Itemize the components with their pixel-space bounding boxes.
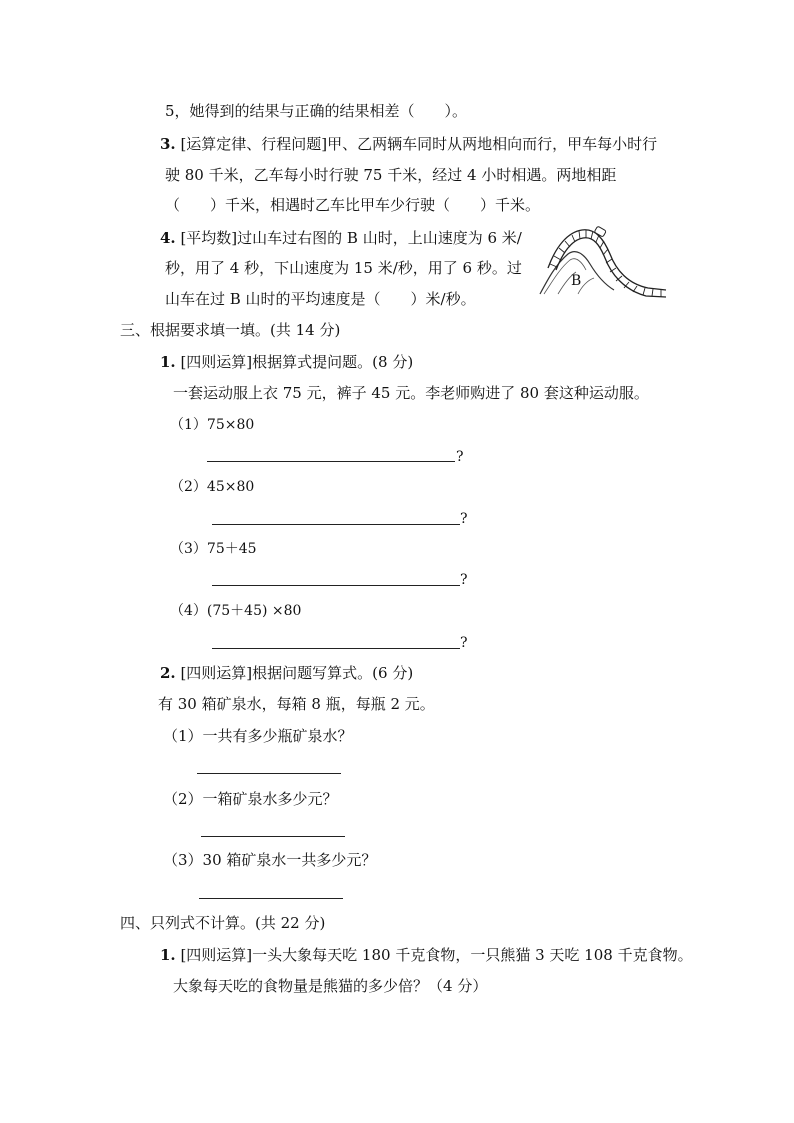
s3-item-4-answer-line[interactable] <box>212 648 460 649</box>
s3-item-4-question-mark: ? <box>460 635 468 651</box>
s4-q1-text-1: [四则运算]一头大象每天吃 180 千克食物，一只熊猫 3 天吃 108 千克食物。 <box>180 946 693 964</box>
s3-item-2-answer-line[interactable] <box>212 524 460 525</box>
s3-q1-title: [四则运算]根据算式提问题。(8 分) <box>180 353 414 371</box>
s3-q2-problem: 有 30 箱矿泉水，每箱 8 瓶，每瓶 2 元。 <box>158 695 435 713</box>
section-4-heading: 四、只列式不计算。(共 22 分) <box>120 914 326 932</box>
s3-q1-title-line <box>160 352 413 372</box>
s3-item-1-label: （1）75×80 <box>170 417 255 433</box>
q4-line-3: 山车在过 B 山时的平均速度是（ ）米/秒。 <box>165 290 476 308</box>
s4-q1-line-1 <box>160 945 693 965</box>
s3-q1-problem: 一套运动服上衣 75 元，裤子 45 元。李老师购进了 80 套这种运动服。 <box>173 384 649 402</box>
s3-q2-item-3-answer-line[interactable] <box>199 898 343 899</box>
s3-item-3-answer-line[interactable] <box>212 585 460 586</box>
s4-q1-line-2: 大象每天吃的食物量是熊猫的多少倍？（4 分） <box>173 977 488 995</box>
q4-text-1: [平均数]过山车过右图的 B 山时，上山速度为 6 米/ <box>180 229 522 247</box>
s3-item-3-question-mark: ? <box>460 572 468 588</box>
s4-q1-number: 1. <box>160 946 176 964</box>
s3-q2-item-1: （1）一共有多少瓶矿泉水？ <box>163 727 353 745</box>
roller-coaster-figure <box>538 224 668 299</box>
q4-line-2: 秒，用了 4 秒，下山速度为 15 米/秒，用了 6 秒。过 <box>165 259 522 277</box>
q3-line-1 <box>160 134 657 154</box>
s3-item-4-label: （4）(75＋45) ×80 <box>170 603 302 619</box>
s3-q2-item-2-answer-line[interactable] <box>201 836 345 837</box>
s3-q2-item-2: （2）一箱矿泉水多少元？ <box>163 790 338 808</box>
s3-q2-number: 2. <box>160 664 176 682</box>
s3-q2-title: [四则运算]根据问题写算式。(6 分) <box>180 664 414 682</box>
s3-item-1-question-mark: ? <box>456 449 464 465</box>
q3-line-3: （ ）千米，相遇时乙车比甲车少行驶（ ）千米。 <box>165 196 541 214</box>
s3-q2-title-line <box>160 663 413 683</box>
q3-number: 3. <box>160 135 176 153</box>
s3-item-3-label: （3）75＋45 <box>170 541 257 557</box>
s3-item-1-answer-line[interactable] <box>207 461 455 462</box>
q4-line-1 <box>160 228 522 248</box>
s3-q2-item-1-answer-line[interactable] <box>197 773 341 774</box>
s3-item-2-question-mark: ? <box>460 511 468 527</box>
q3-line-2: 驶 80 千米，乙车每小时行驶 75 千米，经过 4 小时相遇。两地相距 <box>165 166 617 184</box>
figure-label-b: B <box>571 273 582 289</box>
q4-number: 4. <box>160 229 176 247</box>
s3-item-2-label: （2）45×80 <box>170 479 255 495</box>
section-3-heading: 三、根据要求填一填。(共 14 分) <box>120 321 341 339</box>
q3-text-1: [运算定律、行程问题]甲、乙两辆车同时从两地相向而行，甲车每小时行 <box>180 135 658 153</box>
s3-q2-item-3: （3）30 箱矿泉水一共多少元？ <box>163 851 377 869</box>
q2-continuation-line: 5，她得到的结果与正确的结果相差（ ）。 <box>165 102 468 120</box>
s3-q1-number: 1. <box>160 353 176 371</box>
